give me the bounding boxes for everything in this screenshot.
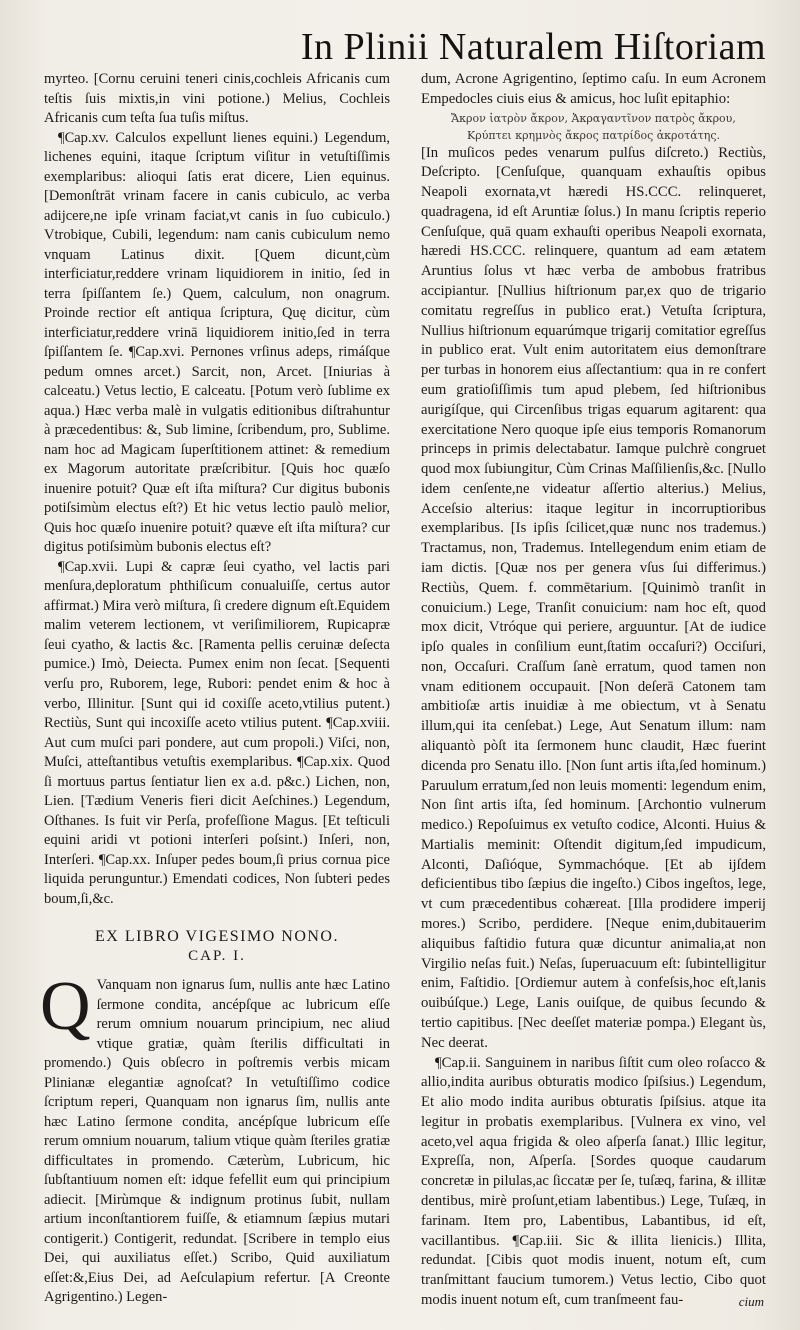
left-column: [40, 70, 390, 1308]
left-text-block-3: ¶Cap.xvii. Lupi & capræ ſeui cyatho, vel lactis pari menſura,deploratum phthiſicum conualuiſſe, certus autor affirmat.) Mira verò miſtura, ſi credere dignum eſt.Equidem malim veterem lectionem, vt veriſimiliorem, Rupicapræ ſeui cyatho, & lactis &c. [Ramenta pellis ceruinæ deſecta pumice.) Imò, Deiecta. Pumex enim non ſecat. [Sequenti verſu pro, Ruborem, lege, Rubori: pendet enim & hoc à verbo, Illinitur. [Sunt qui id coxiſſe aceto,vtilius putent.) Rectiùs, Sunt qui incoxiſſe aceto vtilius putent. ¶Cap.xviii. Aut cum muſci pari pondere, aut cum propoli.) Viſci, non, Muſci, atteſtantibus vetuſtis exemplaribus. ¶Cap.xix. Quod ſi mortuus partus ſentiatur lien ex a.d. p&c.) Lichen, non, Lien. [Tædium Veneris fieri dicit Aeſchines.) Legendum, Oſthanes. Is fuit vir Perſa, profeſſione Magus. [Et teſticuli equini aridi vt potioni interſeri poſsint.) Inſeri, non, Interſeri. ¶Cap.xx. Inſuper pedes boum,ſi prius cornua pice liquida perunguntur.) Emendati codices, Non ſubteri pedes boum,ſi,&c.: [44, 558, 390, 907]
drop-cap: Q: [40, 968, 91, 1046]
left-text-block-4: Vanquam non ignarus ſum, nullis ante hæc Latino ſermone condita, ancépſque ac lubricum eſſe rerum omnium nouarum principium, nec aliud vtique gratiæ, quàm ſterilis difficultati in promendo.) Quis obſecro in poſtremis verbis micam Plinianæ elegantiæ agnoſcat? In vetuſtiſſimo codice ſcriptum reperi, Quanquam non ignarus ſim, nullis ante hæc Latino ſermone condita, ancépſque lubricum eſſe rerum omnium nouarum, talium vtique quàm ſteriles gratiæ difficultates in promendo. Cæterùm, Lubricum, hic ſubſtantiuum nomen eſt: idque fefellit eum qui principium adiecit. [Mirùmque & indignum protinus ſubit, nullam artium inconſtantiorem fuiſſe, & etiamnum ſæpius mutari contigerit.) Contigerit, redundat. [Scribere in templo eius Dei, qui auxiliatus eſſet.) Scribo, Quid auxiliatum eſſet:&,Eius Dei, ad Aeſculapium refertur. [A Creonte Agrigentino.) Legen-: [44, 977, 390, 1306]
catchword: cium: [738, 1294, 764, 1309]
left-text-block-1: myrteo. [Cornu ceruini teneri cinis,cochleis Africanis cum teſtis ſuis mixtis,in vini potione.) Melius, Cochleis Africanis cum teſta ſua tuſis miſtus.: [44, 71, 390, 127]
section-heading: EX LIBRO VIGESIMO NONO.: [95, 928, 339, 946]
right-text-block-1: dum, Acrone Agrigentino, ſeptimo caſu. In eum Acronem Empedocles ciuis eius & amicus, hoc luſit epitaphio:: [421, 71, 766, 107]
greek-epitaph-line-1: Ἄκρον ἰατρὸν ἄκρον, Ἀκραγαντῖνον πατρὸς ἄκρου,: [451, 111, 736, 125]
opening-paragraph: [40, 968, 390, 1308]
page-header-title: In Plinii Naturalem Hiſtoriam: [300, 26, 766, 68]
right-column: [421, 70, 766, 1311]
chapter-heading: CAP. I.: [188, 947, 246, 964]
left-text-block-2: ¶Cap.xv. Calculos expellunt lienes equini.) Legendum, lichenes equini, itaque ſcriptum viſitur in vetuſtiſſimis exemplaribus: alioqui ſatis erat dicere, Lien equinus. [Demonſtrāt vrinam facere in canis cubiculo, ac verba adijcere,ne ipſe vrinam faciat,vt canis in ſuo cubiculo.) Vtrobique, Cubili, legendum: nam canis cubiculum nemo vnquam Latinus dixit. [Quem dicunt,cùm interficiatur,reddere vrinam liquidiorem in initio, ſed in terra ſpiſſantem ſe.) Quem, calculum, non onagrum. Proinde rectior eſt antiqua ſcriptura, Quę dicitur, cùm interficiatur,reddere vrinā liquidiorem initio,ſed in terra ſpiſſantem ſe. ¶Cap.xvi. Pernones vrſinus adeps, rimáſque pedum omnes arcet.) Sarcit, non, Arcet. [Iniurias à calceatu.) Vetus lectio, E calceatu. [Potum verò ſublime ex aqua.) Hæc verba malè in vulgatis editionibus diſtrahuntur à præcedentibus: &, Sub limine, ſcribendum, pro, Sublime. nam hoc ad Magicam ſuperſtitionem attinet: & remedium ex Magorum autoritate præſcribitur. [Quis hoc quæſo inuenire potuit? Quæ eſt iſta miſtura? Cur digitus bubonis potiſsimùm electus eſt?) Et hic vetus lectio paulò melior, Quis hoc quæſo inuenire potuit? quæve eſt iſta miſtura? cur digitus potiſsimùm bubonis electus eſt?: [44, 129, 390, 556]
greek-epitaph-line-2: Κρύπτει κρημνὸς ἄκρος πατρίδος ἀκροτάτης.: [467, 128, 720, 142]
right-text-block-2: [In muſicos pedes venarum pulſus diſcreto.) Rectiùs, Deſcripto. [Cenſuſque, quanquam exhauſtis opibus Neapoli exornata,vt hæredi HS.CCC. relinqueret, quadragena, id eſt Aruntiæ ſolus.) In manu ſcriptis reperio Cenſuſque, quā quam exhauſti operibus Neapoli exornata, hæredi HS.CCC. relinquere, quantum ad eam ætatem Aruntius ſolus vt hæc verba de ambobus fratribus accipiantur. [Nullius hiſtrionum par,ex quo de trigario comitatu regreſſus in publico erat.) Vetuſta ſcriptura, Nullius hiſtrionum equarúmque trigarij comitatior egreſſus in publico erat. Vult enim autoritatem eius demonſtrare per turbas in honorem eius aſſectantium: qua in re confert eum gratioſiſſimis tum apud plebem, ſed hiſtrionibus aurigíſque, qui Circenſibus trigas equarum agitarent: qua exercitatione Nero quoque ipſe eius temporis Romanorum princeps in primis delectabatur. Iamque pulchrè congruet quod mox ſubiungitur, Cùm Crinas Maſſilienſis,&c. [Nullo idem cenſente,ne videatur aſſertio alterius.) Melius, Acceſsio alterius: itaque legitur in incorruptioribus exemplaribus. [Is ipſis ſcilicet,quæ nunc nos trademus.) Tractamus, non, Trademus. Intellegendum enim etiam de iam dictis. [Quæ nos per genera vſus ſui differimus.) Rectiùs, Quem. f. commētarium. [Quinimò tranſit in conuicium.) Lege, Tranſit conuicium: nam hoc eſt, quod mox dicit, Vtróque qui periere, arguuntur. [At de iudice ipſo quales in conſilium eunt,ſtatim occaſuri?) Occiſuri, non, Occaſuri. Craſſum ſanè erratum, quod tamen non vnam editionem occupauit. [Non deſerā Catonem tam ambitioſæ artis inuidiæ à me obiectum, vt à Senatu illum,qui ita cenſebat.) Lege, Aut Senatum illum: nam aliquantò pòſt ita ſermonem hunc claudit, Hæc fuerint dicenda pro Senatu illo. [Non ſunt artis iſta,ſed hominum.) Paruulum erratum,ſed non leuis momenti: legendum enim, Non ſint artis iſta, ſed hominum. [Archontio vulnerum medico.) Repoſuimus ex vetuſto codice, Alconti. Huius & Martialis meminit: Oſtendit digitum,ſed impudicum, Alconti, Daſióque, Symmachóque. [Et ab ijſdem deficientibus tibo ſæpius die ingeſto.) Cibos ingeſtos, lege, vt cum præcedentibus cohæreat. [Illa prodidere imperij mores.) Scribo, perdidere. [Neque enim,dubitauerim aliquibus faſtidio futura quæ dicuntur animalia,at non Virgilio neſas fuit.) Neſas, ſuperuacuum eſt: ſubintelligitur enim, Faſtidio. [Ordiemur autem à confeſsis,hoc eſt,lanis ouibúſque.) Lege, Lanis ouiſque, de quibus ſecundo & tertio capitibus. [Nec deeſſet materiæ pompa.) Elegant ùs, Nec deerat.: [421, 144, 766, 1051]
right-text-block-3: ¶Cap.ii. Sanguinem in naribus ſiſtit cum oleo roſacco & allio,indita auribus obturatis modico ſpiſsius.) Legendum, Et alio modo indita auribus obturatis ſpiſsius. atque ita legitur in probatis exemplaribus. [Vulnera ex vino, vel aceto,vel aqua frigida & oleo aſperſa ſanat.) Illic legitur, Expreſſa, non, Aſperſa. [Sordes quoque caudarum concretæ in pilulas,ac ſiccatæ per ſe, tuſæq, farina, & illitæ dentibus, mirè proſunt,etiam labentibus.) Lege, Tuſæq, in farinam. Item pro, Labentibus, Labantibus, id eſt, vacillantibus. ¶Cap.iii. Sic & illita lienicis.) Illita, redundat. [Cibis quot modis inuent, notum eſt, cum tranſmittant faucium tumorem.) Vetus lectio, Cibo quot modis inuent notum eſt, cum tranſmeent fau-: [421, 1054, 766, 1308]
